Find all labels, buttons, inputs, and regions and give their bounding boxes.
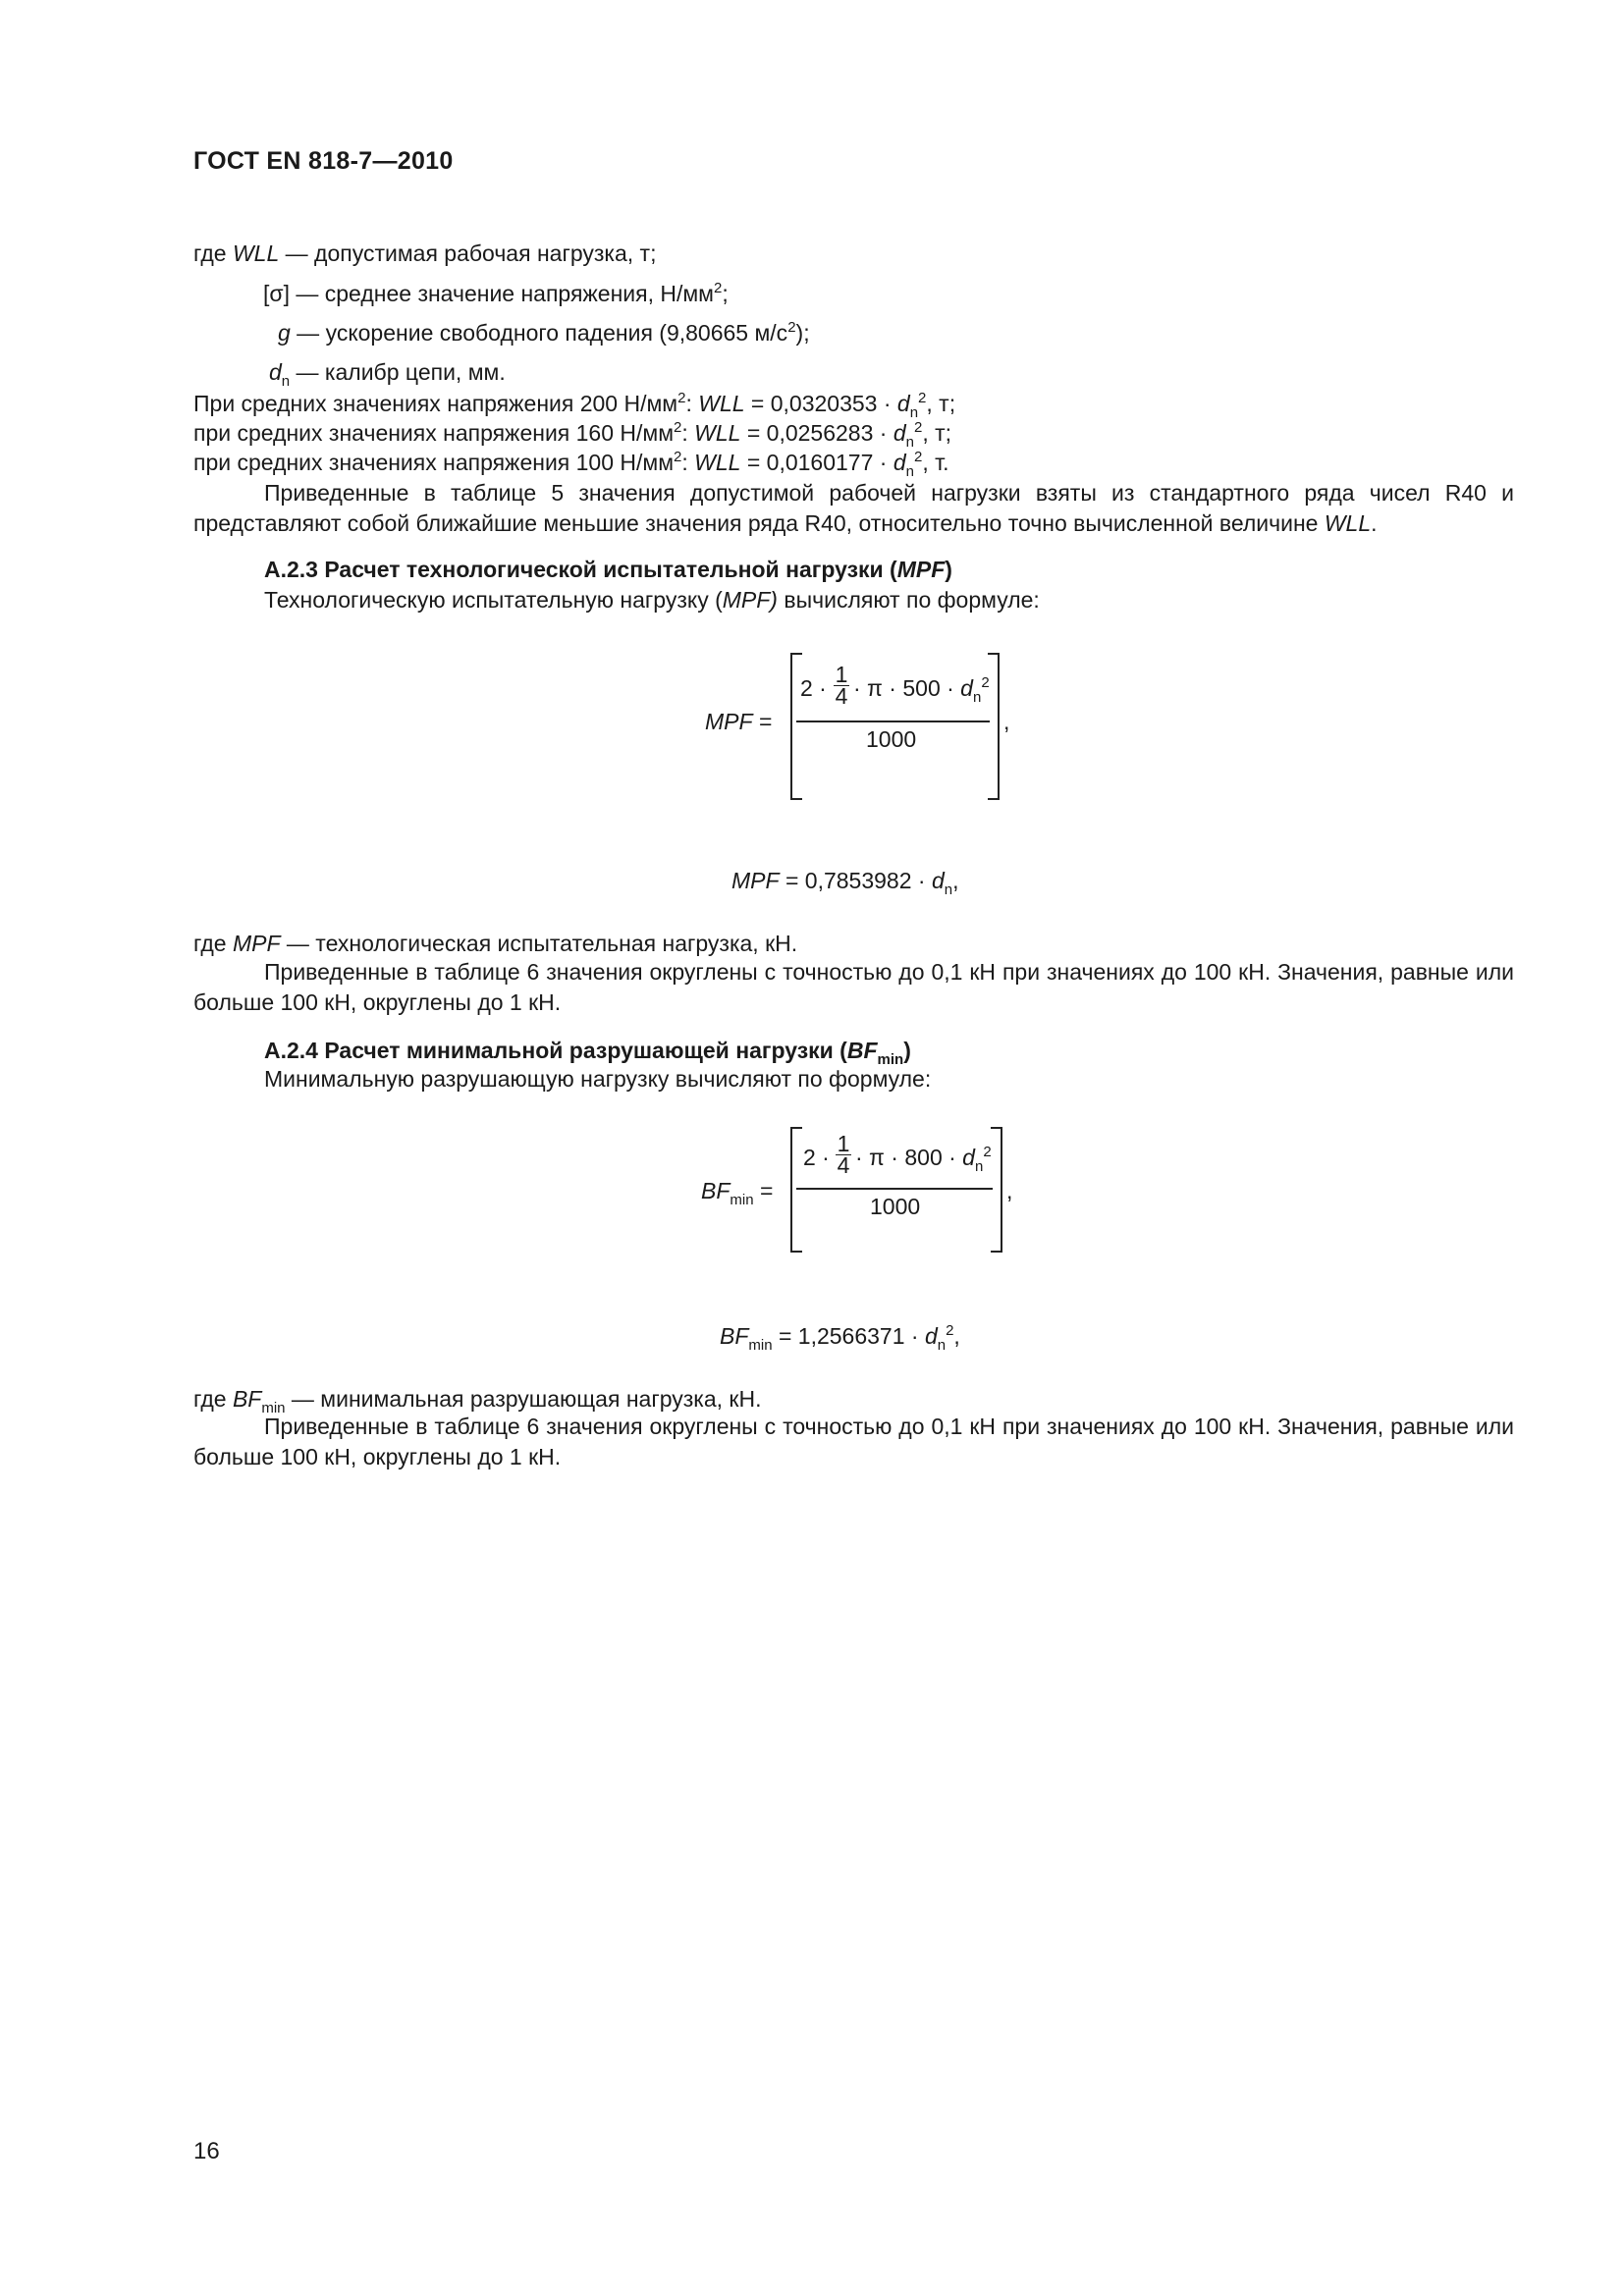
document-header: ГОСТ EN 818-7—2010: [193, 147, 454, 175]
paragraph-rounding-a23: Приведенные в таблице 6 значения округлены с точностью до 0,1 кН при значениях до 100 кН. Значения, равные или больше 100 кН, округлены до 1 кН.: [193, 959, 1514, 1015]
left-bracket: [790, 1127, 802, 1253]
fraction-one-quarter: 1 4: [837, 1131, 850, 1178]
definition-wll: где WLL — допустимая рабочая нагрузка, т;: [193, 240, 657, 266]
fraction-bar: [796, 1188, 993, 1190]
definition-g: g — ускорение свободного падения (9,80665 $м/с^2$);: [278, 319, 810, 346]
section-intro-a24: Минимальную разрушающую нагрузку вычисляют по формуле:: [264, 1066, 932, 1092]
fraction-one-quarter: 1 4: [835, 662, 848, 709]
fraction-bar: [796, 721, 990, 722]
definition-sigma: [σ] — среднее значение напряжения, $Н/мм^2$;: [263, 280, 729, 306]
where-bfmin: где $BF_{min}$ — минимальная разрушающая нагрузка, кН.: [193, 1386, 762, 1416]
page-number: 16: [193, 2138, 220, 2164]
section-heading-a24: А.2.4 Расчет минимальной разрушающей нагрузки $(BF_{min})$: [264, 1038, 911, 1068]
section-intro-a23: Технологическую испытательную нагрузку (MPF) вычисляют по формуле:: [264, 587, 1040, 613]
right-bracket: [991, 1127, 1002, 1253]
where-mpf: где MPF — технологическая испытательная нагрузка, кН.: [193, 931, 798, 956]
stress-line: при средних значениях напряжения 100 $Н/мм^2$: WLL = $0,0160177 \cdot d_n^2$, т.: [193, 449, 949, 480]
definition-dn: $d_n$ — калибр цепи, мм.: [269, 359, 506, 390]
stress-line: при средних значениях напряжения 160 $Н/мм^2$: WLL = $0,0256283 \cdot d_n^2$, т;: [193, 419, 952, 451]
paragraph-rounding-a24: Приведенные в таблице 6 значения округлены с точностью до 0,1 кН при значениях до 100 кН. Значения, равные или больше 100 кН, округлены до 1 кН.: [193, 1414, 1514, 1469]
right-bracket: [988, 653, 1000, 800]
paragraph-table5: Приведенные в таблице 5 значения допустимой рабочей нагрузки взяты из стандартного ряда чисел R40 и представляют собой ближайшие меньшие значения ряда R40, относительно точно вычисленной величине WLL.: [193, 480, 1514, 536]
document-page: ГОСТ EN 818-7—2010 где WLL — допустимая рабочая нагрузка, т; [σ] — среднее значение напряжения, $Н/мм^2$; g — ускорение свободного падения (9,80665 $м/с^2$); $d_n$ — калибр цепи, мм. При средних значениях напряжения 200 $Н/мм^2$: WLL = $0,0320353 \cdot d_n^2$, т; при средних значениях напряжения 160 $Н/мм^2$: WLL = $0,0256283 \cdot d_n^2$, т; при средних значениях напряжения 100 $Н/мм^2$: WLL = $0,0160177 \cdot d_n^2$, т. Приведенные в таблице 5 значения допустимой рабочей нагрузки взяты из стандартного ряда чисел R40 и представляют собой ближайшие меньшие значения ряда R40, относительно точно вычисленной величине WLL. А.2.3 Расчет технологической испытательной нагрузки (MPF) Технологическую испытательную нагрузку (MPF) вычисляют по формуле: MPF = 2 · 1 4 · $\pi \cdot 500 \cdot d_n^2$ 1000 , MPF = $0,7853982 \cdot d_n$, где MPF — технологическая испытательная нагрузка, кН. Приведенные в таблице 6 значения округлены с точностью до 0,1 кН при значениях до 100 кН. Значения, равные или больше 100 кН, округлены до 1 кН. А.2.4 Расчет минимальной разрушающей нагрузки $(BF_{min})$ Минимальную разрушающую нагрузку вычисляют по формуле: $BF_{min}$ = 2 · 1 4 · $\pi \cdot 800 \cdot d_n^2$ 1000 , $BF_{min} = 1,2566371 \cdot d_n^2$, где $BF_{min}$ — минимальная разрушающая нагрузка, кН. Приведенные в таблице 6 значения округлены с точностью до 0,1 кН при значениях до 100 кН. Значения, равные или больше 100 кН, округлены до 1 кН. 16: [193, 147, 1514, 2164]
formula-mpf-result: MPF = $0,7853982 \cdot d_n$,: [731, 868, 959, 898]
formula-bfmin-result: $BF_{min} = 1,2566371 \cdot d_n^2$,: [720, 1322, 960, 1354]
stress-line: При средних значениях напряжения 200 $Н/мм^2$: WLL = $0,0320353 \cdot d_n^2$, т;: [193, 390, 956, 421]
section-heading-a23: А.2.3 Расчет технологической испытательной нагрузки (MPF): [264, 557, 952, 582]
